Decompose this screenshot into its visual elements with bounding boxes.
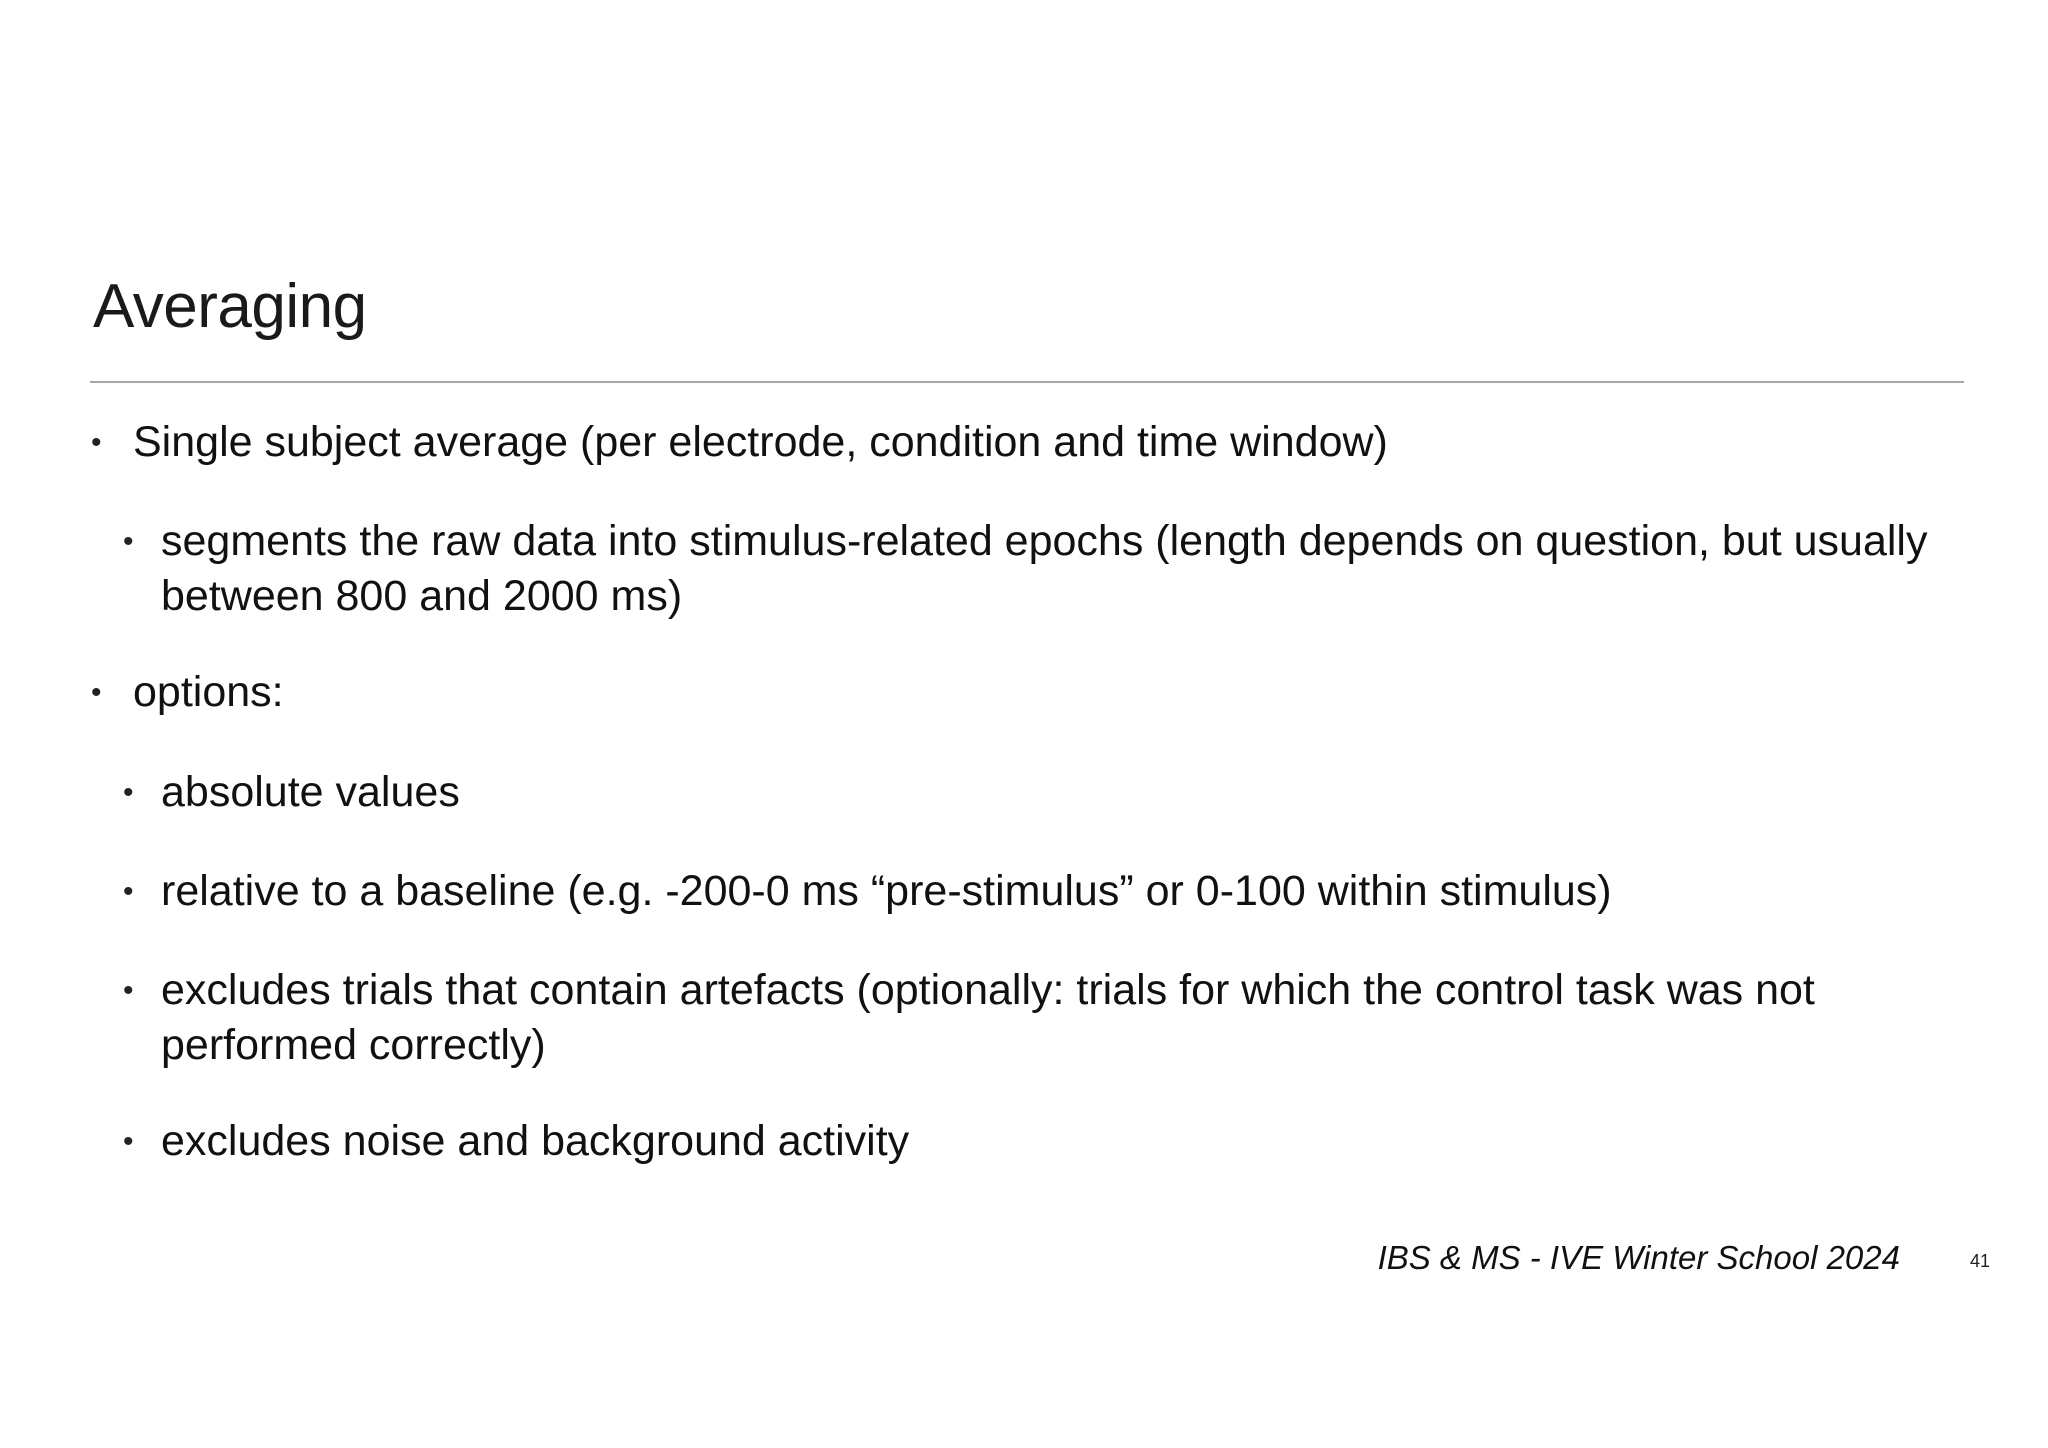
bullet-text: absolute values <box>161 768 460 816</box>
bullet-item <box>91 665 1933 720</box>
bullet-dot-icon: • <box>123 776 134 809</box>
bullet-dot-icon: • <box>91 426 102 459</box>
bullet-text: relative to a baseline (e.g. -200-0 ms “pre-stimulus” or 0-100 within stimulus) <box>161 867 1612 915</box>
bullet-item <box>123 963 1941 1073</box>
bullet-dot-icon: • <box>123 525 134 558</box>
bullet-dot-icon: • <box>123 875 134 908</box>
bullet-item <box>123 864 1941 919</box>
title-divider <box>90 381 1964 383</box>
bullet-item <box>91 415 1933 470</box>
bullet-item <box>123 765 1941 820</box>
bullet-text: Single subject average (per electrode, condition and time window) <box>133 418 1388 466</box>
bullet-text: options: <box>133 668 284 716</box>
page-number: 41 <box>1969 1251 1990 1271</box>
slide-title: Averaging <box>93 272 367 341</box>
bullet-item <box>123 1114 1941 1169</box>
bullet-item <box>123 514 1941 624</box>
bullet-dot-icon: • <box>91 676 102 709</box>
bullet-text: excludes noise and background activity <box>161 1117 910 1165</box>
bullet-text: segments the raw data into stimulus-related epochs (length depends on question, but usually between 800 and 2000 ms) <box>161 517 1928 620</box>
bullet-dot-icon: • <box>123 974 134 1007</box>
bullet-text: excludes trials that contain artefacts (optionally: trials for which the control task was not performed correctly) <box>161 966 1815 1069</box>
bullet-dot-icon: • <box>123 1125 134 1158</box>
slide-footer: IBS & MS - IVE Winter School 2024 <box>1377 1239 1900 1276</box>
